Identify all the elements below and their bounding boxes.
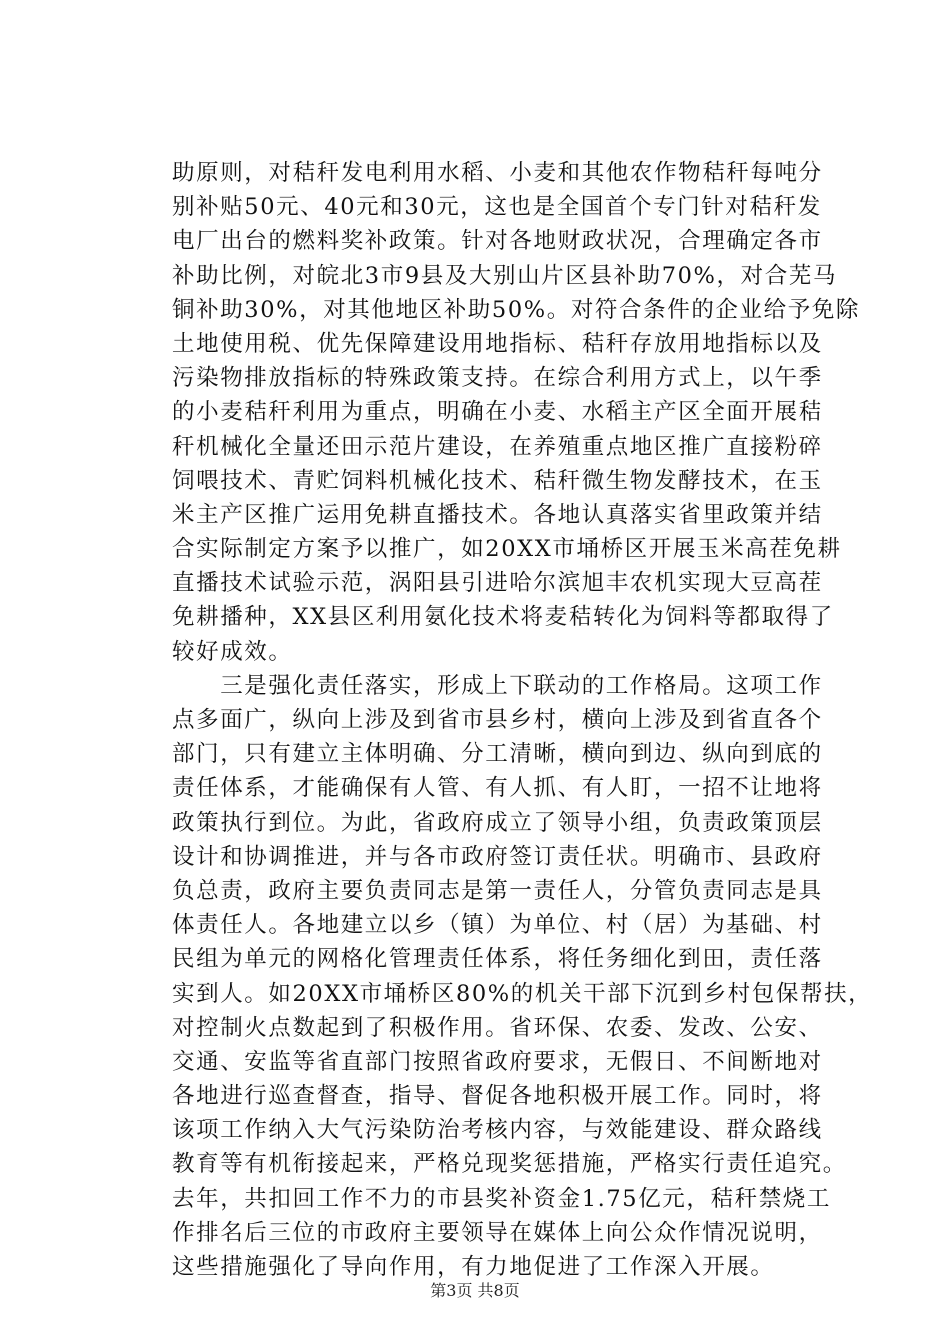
text-line: 助原则，对秸秆发电利用水稻、小麦和其他农作物秸秆每吨分 [172, 160, 823, 186]
text-line: 较好成效。 [172, 638, 293, 665]
text-line: 米主产区推广运用免耕直播技术。各地认真落实省里政策并结 [172, 501, 823, 528]
text-line: 作排名后三位的市政府主要领导在媒体上向公众作情况说明， [172, 1219, 823, 1246]
text-line: 部门，只有建立主体明确、分工清晰，横向到边、纵向到底的 [172, 741, 823, 768]
text-line: 的小麦秸秆利用为重点，明确在小麦、水稻主产区全面开展秸 [172, 399, 823, 426]
text-line: 饲喂技术、青贮饲料机械化技术、秸秆微生物发酵技术，在玉 [172, 467, 823, 494]
text-line: 设计和协调推进，并与各市政府签订责任状。明确市、县政府 [172, 843, 823, 870]
text-line: 交通、安监等省直部门按照省政府要求，无假日、不间断地对 [172, 1048, 823, 1075]
text-line: 体责任人。各地建立以乡（镇）为单位、村（居）为基础、村 [172, 912, 823, 939]
text-line: 铜补助30%，对其他地区补助50%。对符合条件的企业给予免除 [172, 296, 861, 323]
text-line: 土地使用税、优先保障建设用地指标、秸秆存放用地指标以及 [172, 330, 823, 357]
text-line: 负总责，政府主要负责同志是第一责任人，分管负责同志是具 [172, 877, 823, 904]
text-line: 该项工作纳入大气污染防治考核内容，与效能建设、群众路线 [172, 1117, 823, 1144]
text-line: 民组为单元的网格化管理责任体系，将任务细化到田，责任落 [172, 946, 823, 973]
body-text [172, 156, 873, 1284]
text-line: 免耕播种，XX县区利用氨化技术将麦秸转化为饲料等都取得了 [172, 604, 834, 631]
text-line: 合实际制定方案予以推广，如20XX市埇桥区开展玉米高茬免耕 [172, 536, 842, 563]
paragraph-start-line: 三是强化责任落实，形成上下联动的工作格局。这项工作 [172, 672, 823, 699]
text-line: 污染物排放指标的特殊政策支持。在综合利用方式上，以午季 [172, 365, 823, 392]
text-line: 秆机械化全量还田示范片建设，在养殖重点地区推广直接粉碎 [172, 433, 823, 460]
page-number-footer: 第3页 共8页 [430, 1281, 520, 1300]
text-line: 实到人。如20XX市埇桥区80%的机关干部下沉到乡村包保帮扶， [172, 980, 873, 1007]
text-line: 政策执行到位。为此，省政府成立了领导小组，负责政策顶层 [172, 809, 823, 836]
text-line: 去年，共扣回工作不力的市县奖补资金1.75亿元，秸秆禁烧工 [172, 1185, 831, 1212]
text-line: 教育等有机衔接起来，严格兑现奖惩措施，严格实行责任追究。 [172, 1151, 847, 1178]
text-line: 别补贴50元、40元和30元，这也是全国首个专门针对秸秆发 [172, 194, 822, 221]
text-line: 补助比例，对皖北3市9县及大别山片区县补助70%，对合芜马 [172, 262, 838, 289]
text-line: 各地进行巡查督查，指导、督促各地积极开展工作。同时，将 [172, 1083, 823, 1110]
text-line: 对控制火点数起到了积极作用。省环保、农委、发改、公安、 [172, 1014, 823, 1041]
text-line: 这些措施强化了导向作用，有力地促进了工作深入开展。 [172, 1254, 775, 1280]
text-line: 责任体系，才能确保有人管、有人抓、有人盯，一招不让地将 [172, 775, 823, 802]
text-line: 点多面广，纵向上涉及到省市县乡村，横向上涉及到省直各个 [172, 707, 823, 733]
text-line: 直播技术试验示范，涡阳县引进哈尔滨旭丰农机实现大豆高茬 [172, 570, 823, 597]
text-line: 电厂出台的燃料奖补政策。针对各地财政状况，合理确定各市 [172, 228, 823, 255]
